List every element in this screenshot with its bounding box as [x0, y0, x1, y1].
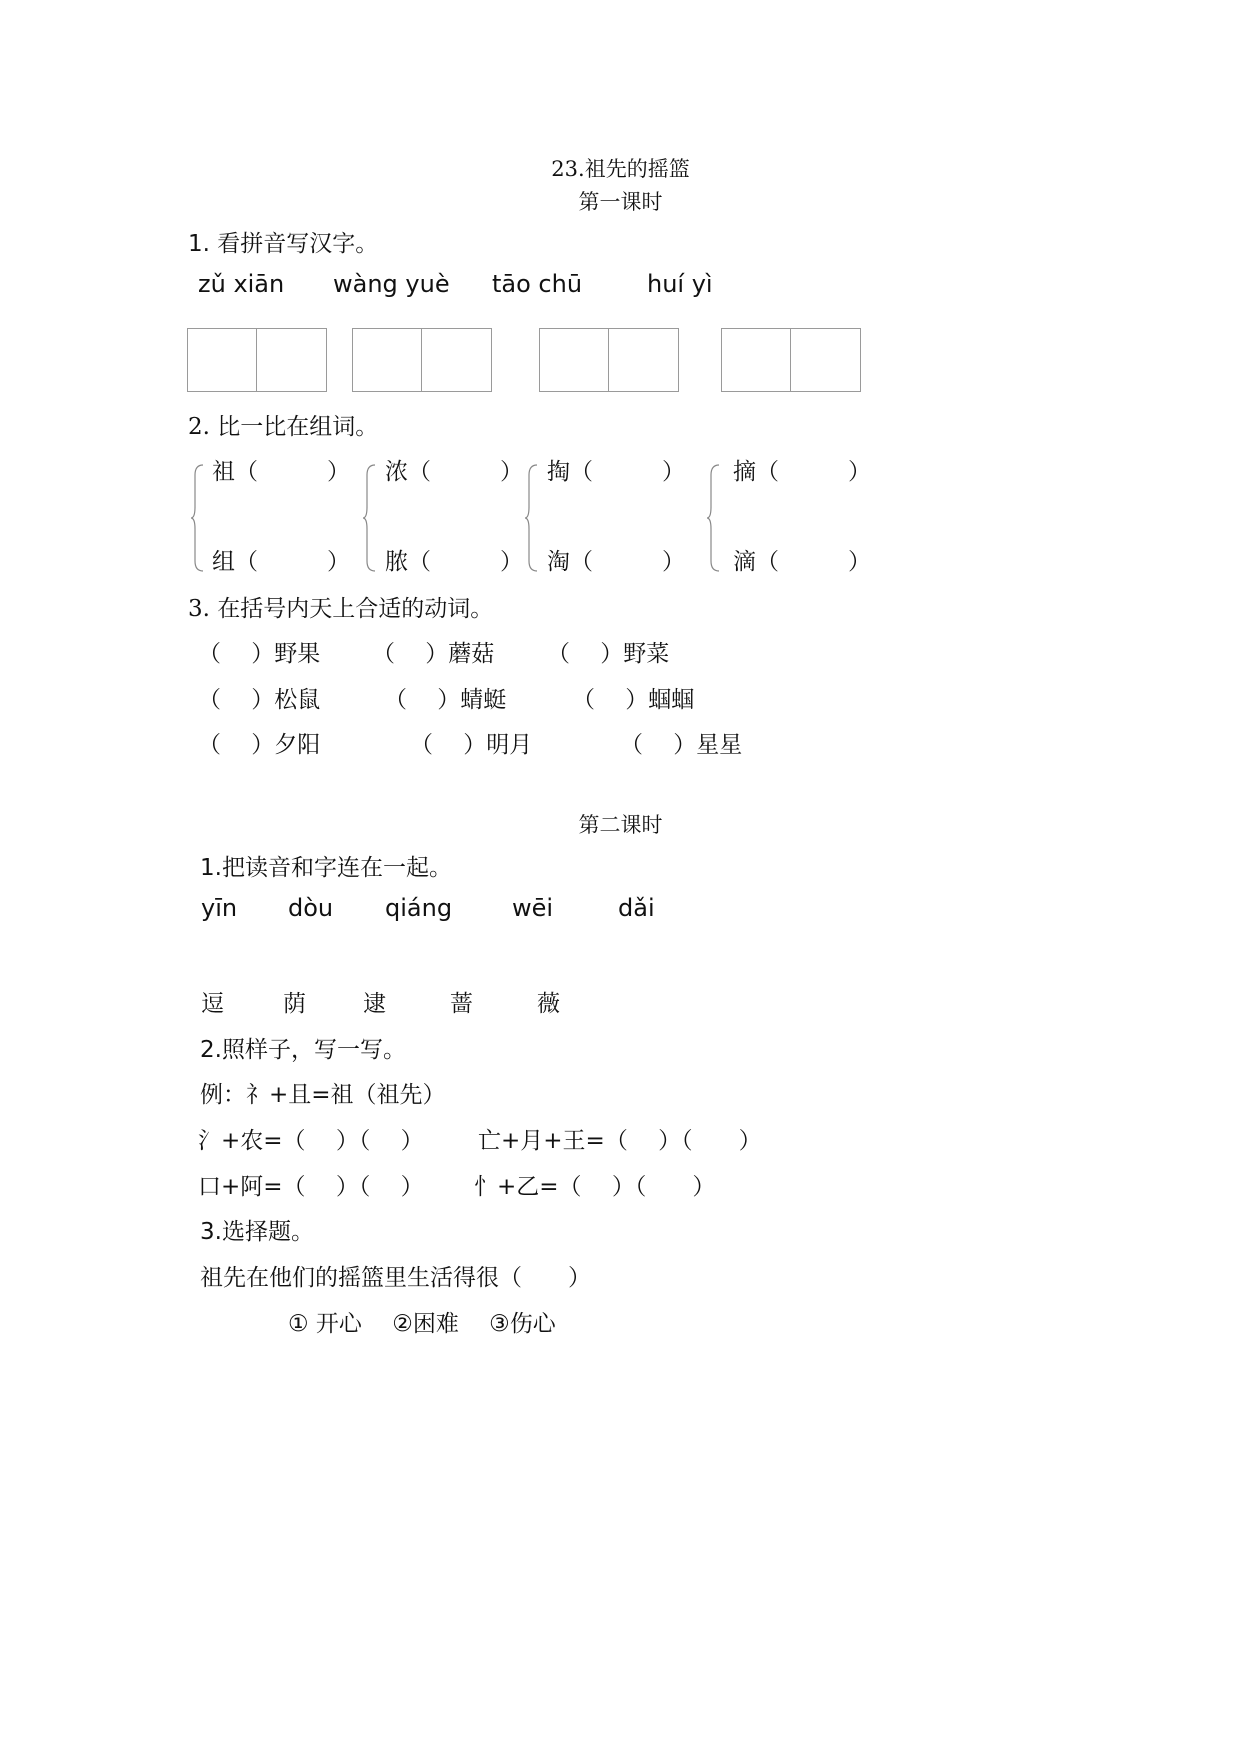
compare-top-1: 祖（ ）	[212, 459, 350, 485]
pattern-line-right: 忄+乙=（ ）（ ）	[474, 1174, 716, 1200]
writing-cell[interactable]	[187, 328, 257, 392]
page-title: 23.祖先的摇篮	[551, 157, 690, 181]
match-pinyin: wēi	[512, 894, 554, 922]
compare-top-3: 掏（ ）	[547, 459, 685, 485]
verb-fill-item: （ ）野果	[198, 641, 321, 667]
brace-icon	[706, 463, 720, 573]
match-char[interactable]: 荫	[283, 991, 306, 1017]
brace-icon	[190, 463, 204, 573]
compare-bottom-3: 淘（ ）	[547, 549, 685, 575]
writing-cell[interactable]	[422, 328, 492, 392]
brace-icon	[362, 463, 376, 573]
brace-icon	[524, 463, 538, 573]
writing-cell[interactable]	[257, 328, 327, 392]
q3-prompt: 3. 在括号内天上合适的动词。	[188, 596, 494, 622]
choice-question: 祖先在他们的摇篮里生活得很（ ）	[200, 1265, 591, 1291]
match-pinyin: qiáng	[385, 894, 453, 922]
writing-box-group[interactable]	[721, 328, 861, 392]
writing-box-group[interactable]	[187, 328, 327, 392]
pattern-line-left: 氵+农=（ ）（ ）	[198, 1128, 424, 1154]
verb-fill-item: （ ）野菜	[547, 641, 670, 667]
writing-cell[interactable]	[352, 328, 422, 392]
match-char[interactable]: 薇	[537, 991, 560, 1017]
choice-options[interactable]: ① 开心 ②困难 ③伤心	[288, 1311, 556, 1337]
compare-bottom-1: 组（ ）	[212, 549, 350, 575]
writing-cell[interactable]	[791, 328, 861, 392]
pattern-prompt: 2.照样子，写一写。	[200, 1037, 406, 1063]
match-char[interactable]: 蔷	[450, 991, 473, 1017]
verb-fill-item: （ ）明月	[410, 732, 533, 758]
compare-bottom-4: 滴（ ）	[733, 549, 871, 575]
match-char[interactable]: 逗	[201, 991, 224, 1017]
verb-fill-item: （ ）星星	[620, 732, 743, 758]
writing-cell[interactable]	[721, 328, 791, 392]
pattern-line-right: 亡+月+王=（ ）（ ）	[478, 1128, 762, 1154]
match-pinyin: dǎi	[618, 894, 655, 922]
compare-top-4: 摘（ ）	[733, 459, 871, 485]
match-pinyin: dòu	[288, 894, 334, 922]
compare-top-2: 浓（ ）	[385, 459, 523, 485]
pinyin-1: zǔ xiān	[198, 270, 285, 298]
writing-box-group[interactable]	[539, 328, 679, 392]
match-prompt: 1.把读音和字连在一起。	[200, 855, 452, 881]
pinyin-3: tāo chū	[492, 270, 583, 298]
verb-fill-item: （ ）蘑菇	[372, 641, 495, 667]
match-pinyin: yīn	[201, 894, 238, 922]
pattern-example: 例：礻+且=祖（祖先）	[200, 1082, 446, 1108]
pinyin-4: huí yì	[647, 270, 713, 298]
writing-box-group[interactable]	[352, 328, 492, 392]
q2-prompt: 2. 比一比在组词。	[188, 414, 379, 440]
pattern-line-left: 口+阿=（ ）（ ）	[198, 1174, 424, 1200]
lesson-two-heading: 第二课时	[578, 813, 663, 837]
verb-fill-item: （ ）夕阳	[198, 732, 321, 758]
match-char[interactable]: 逮	[363, 991, 386, 1017]
verb-fill-item: （ ）松鼠	[198, 687, 321, 713]
writing-cell[interactable]	[609, 328, 679, 392]
lesson-one-heading: 第一课时	[578, 190, 663, 214]
choice-prompt: 3.选择题。	[200, 1219, 314, 1245]
q1-prompt: 1. 看拼音写汉字。	[188, 231, 379, 257]
compare-bottom-2: 脓（ ）	[385, 549, 523, 575]
verb-fill-item: （ ）蝈蝈	[572, 687, 695, 713]
pinyin-2: wàng yuè	[333, 270, 450, 298]
verb-fill-item: （ ）蜻蜓	[384, 687, 507, 713]
writing-cell[interactable]	[539, 328, 609, 392]
